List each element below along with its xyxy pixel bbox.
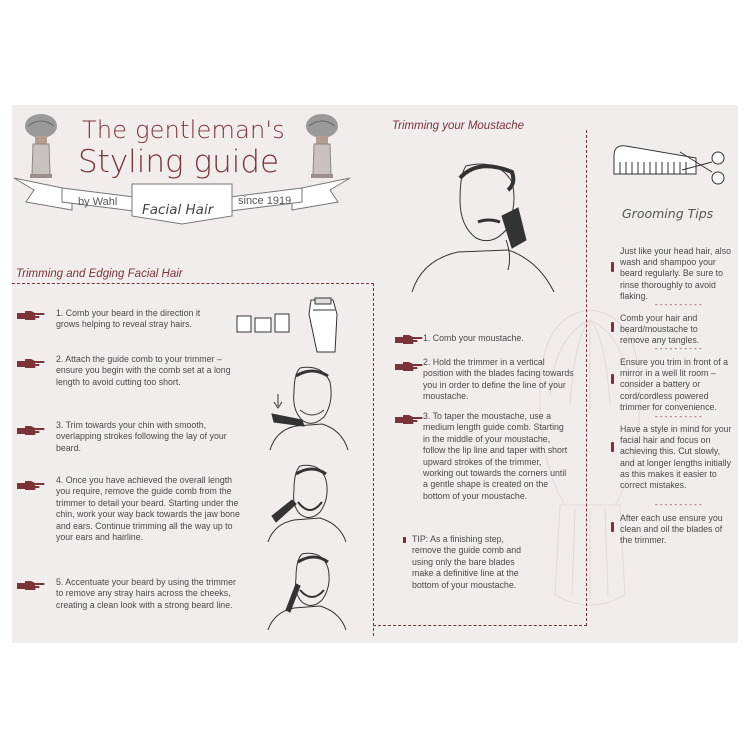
tip-separator: - - - - - - - - - - (655, 300, 702, 309)
pointing-hand-icon (395, 334, 423, 346)
grooming-tip-1: Just like your head hair, also wash and shampoo your beard regularly. Be sure to rinse thoroughly to avoid flaking. (620, 246, 732, 301)
trimming-step-5: 5. Accentuate your beard by using the trimmer to remove any stray hairs across the cheeks, creating a clean look with a strong beard line. (56, 577, 236, 610)
by-wahl-label: by Wahl (78, 196, 118, 208)
trimmer-with-combs-illustration (233, 296, 348, 354)
grooming-tip-3: Ensure you trim in front of a mirror in a well lit room – consider a battery or cord/cordless powered trimmer for convenience. (620, 357, 729, 412)
grooming-tip-marker-icon (611, 322, 614, 332)
tip-separator: - - - - - - - - - - (655, 344, 702, 353)
moustache-section-title: Trimming your Moustache (392, 120, 525, 132)
grooming-tip-marker-icon (611, 522, 614, 532)
trimming-edging-title: Trimming and Edging Facial Hair (16, 268, 183, 280)
grooming-tip-5: After each use ensure you clean and oil the blades of the trimmer. (620, 513, 723, 546)
man-trimming-beard-illustration-3 (262, 550, 352, 630)
man-trimming-beard-illustration-1 (262, 362, 352, 450)
grooming-tip-marker-icon (611, 262, 614, 272)
grooming-tip-4: Have a style in mind for your facial hair and focus on achieving this. Cut slowly, and at longer lengths initially as this makes it easier to correct mistakes. (620, 424, 732, 491)
page-title-line1: The gentleman's (82, 116, 285, 144)
grooming-tips-title: Grooming Tips (622, 206, 714, 221)
tip-marker-icon (403, 537, 406, 543)
trimming-step-1: 1. Comb your beard in the direction it grows helping to reveal stray hairs. (56, 308, 201, 330)
trimming-step-4: 4. Once you have achieved the overall length you require, remove the guide comb from the trimmer to detail your beard. Starting under the chin, work your way back towards the jaw bone and ears. Continue trimming all the way up to your ears and hairline. (56, 475, 240, 543)
pointing-hand-icon (17, 425, 45, 437)
trimming-step-3: 3. Trim towards your chin with smooth, overlapping strokes following the lay of your beard. (56, 420, 227, 453)
since-1919-label: since 1919 (238, 195, 292, 207)
page-title-line2: Styling guide (78, 144, 280, 180)
pointing-hand-icon (17, 480, 45, 492)
man-trimming-beard-illustration-2 (262, 462, 352, 542)
trimming-step-2: 2. Attach the guide comb to your trimmer – ensure you begin with the comb set at a long length to avoid cutting too short. (56, 354, 231, 387)
pointing-hand-icon (395, 361, 423, 373)
grooming-tip-2: Comb your hair and beard/moustache to remove any tangles. (620, 313, 700, 346)
moustache-step-2: 2. Hold the trimmer in a vertical position with the blades facing towards you in order to define the line of your moustache. (423, 357, 574, 402)
moustache-step-3: 3. To taper the moustache, use a medium length guide comb. Starting in the middle of your moustache, follow the lip line and taper with short upward strokes of the trimmer, working out towards the corners until a gentle shape is created on the bottom of your moustache. (423, 411, 568, 501)
facial-hair-subtitle: Facial Hair (142, 202, 214, 218)
moustache-tip: TIP: As a finishing step, remove the guide comb and using only the bare blades make a definitive line at the bottom of your moustache. (412, 534, 522, 590)
pointing-hand-icon (17, 358, 45, 370)
grooming-tip-marker-icon (611, 442, 614, 452)
tip-separator: - - - - - - - - - - (655, 500, 702, 509)
moustache-step-1: 1. Comb your moustache. (423, 333, 524, 343)
pointing-hand-icon (395, 414, 423, 426)
pointing-hand-icon (17, 580, 45, 592)
man-trimming-moustache-illustration (408, 156, 558, 292)
grooming-tip-marker-icon (611, 374, 614, 384)
pointing-hand-icon (17, 310, 45, 322)
comb-and-scissors-illustration (610, 140, 732, 200)
tip-separator: - - - - - - - - - - (655, 412, 702, 421)
